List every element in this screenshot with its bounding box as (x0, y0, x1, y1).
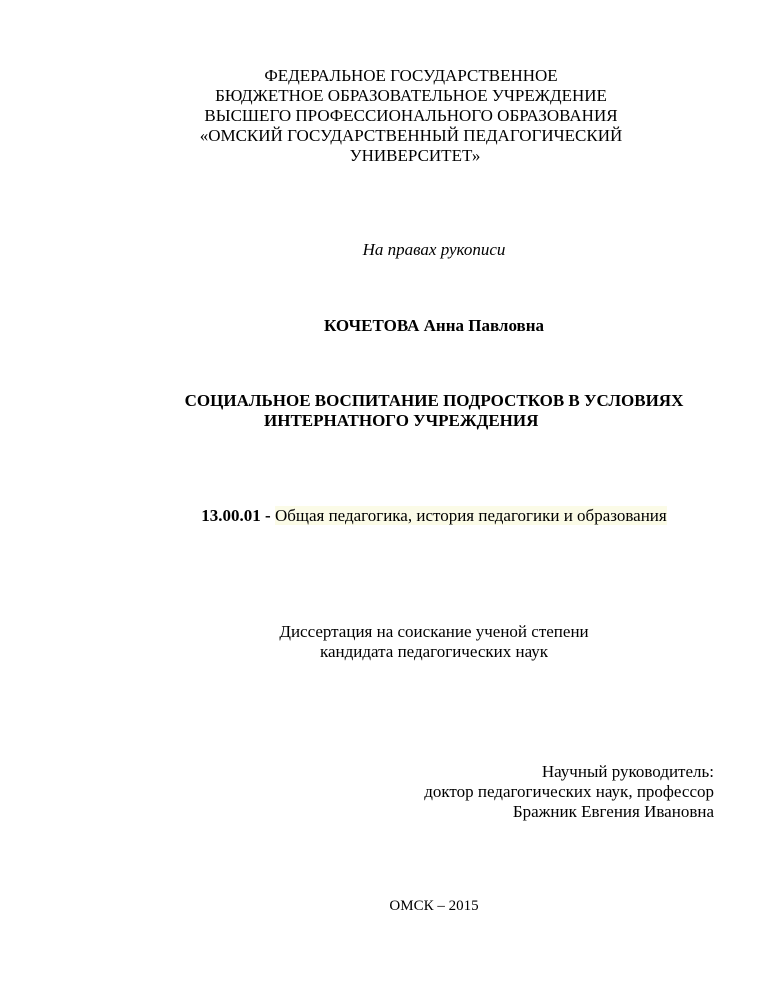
specialty-code: 13.00.01 - (201, 506, 271, 525)
title-line-2: ИНТЕРНАТНОГО УЧРЕЖДЕНИЯ (264, 411, 539, 430)
supervisor (424, 762, 714, 822)
manuscript-note: На правах рукописи (362, 240, 506, 259)
institution-line-2: БЮДЖЕТНОЕ ОБРАЗОВАТЕЛЬНОЕ УЧРЕЖДЕНИЕ (215, 86, 607, 105)
city-year: ОМСК – 2015 (389, 898, 479, 914)
institution-line-1: ФЕДЕРАЛЬНОЕ ГОСУДАРСТВЕННОЕ (264, 66, 558, 85)
institution-line-5: УНИВЕРСИТЕТ» (349, 146, 481, 165)
degree-statement (0, 622, 768, 662)
author-name: КОЧЕТОВА Анна Павловна (323, 316, 545, 335)
title-line-1: СОЦИАЛЬНОЕ ВОСПИТАНИЕ ПОДРОСТКОВ В УСЛОВИЯХ (184, 391, 684, 410)
supervisor-line-2: доктор педагогических наук, профессор (424, 782, 714, 801)
supervisor-line-1: Научный руководитель: (541, 762, 714, 781)
specialty-name: Общая педагогика, история педагогики и образования (274, 506, 667, 525)
institution-name (0, 66, 768, 166)
supervisor-line-3: Бражник Евгения Ивановна (512, 802, 714, 821)
institution-line-3: ВЫСШЕГО ПРОФЕССИОНАЛЬНОГО ОБРАЗОВАНИЯ (204, 106, 618, 125)
degree-line-2: кандидата педагогических наук (319, 642, 549, 661)
specialty (0, 506, 768, 526)
degree-line-1: Диссертация на соискание ученой степени (279, 622, 589, 641)
dissertation-title (0, 391, 768, 431)
institution-line-4: «ОМСКИЙ ГОСУДАРСТВЕННЫЙ ПЕДАГОГИЧЕСКИЙ (199, 126, 623, 145)
